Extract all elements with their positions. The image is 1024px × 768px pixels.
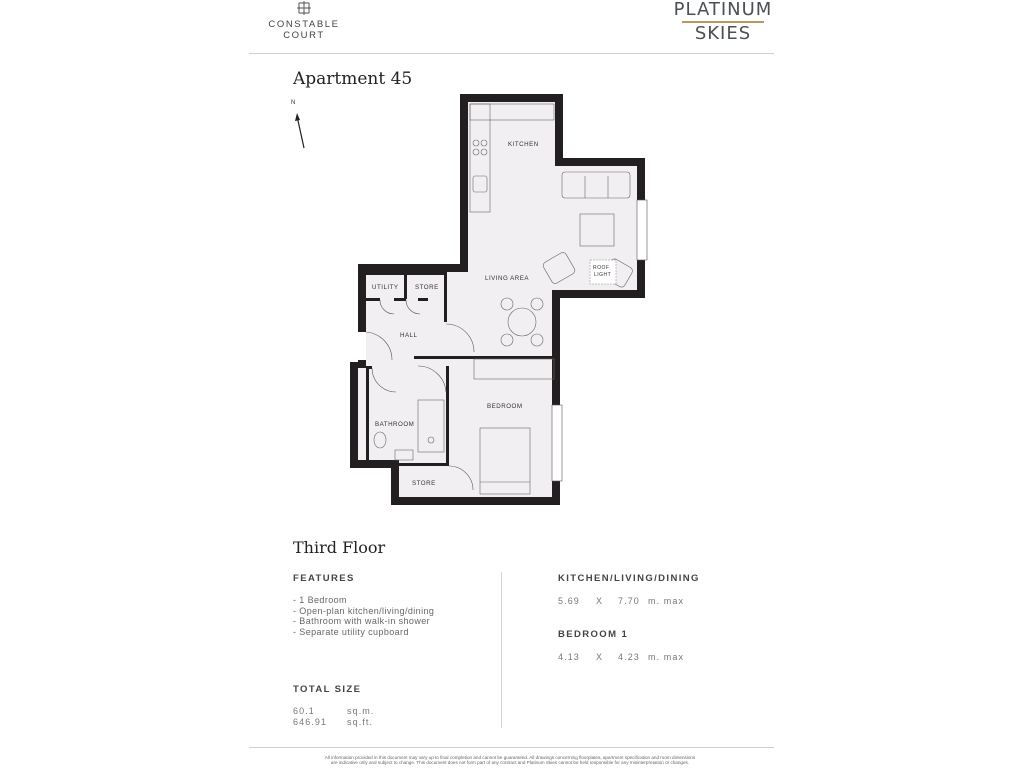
room-label-utility: UTILITY [372,284,399,291]
size-sqm-value: 60.1 [293,706,315,716]
disclaimer-line-2: are indicative only and subject to change. This document does not form part of any contract and Platinum Skies cannot be held responsible for any misinterpretation or changes. [330,760,690,766]
development-logo [249,0,359,41]
north-label: N [291,100,296,106]
apartment-title: Apartment 45 [293,69,413,89]
floor-title: Third Floor [293,538,386,557]
feature-item: - Separate utility cupboard [293,626,409,637]
feature-item: - Bathroom with walk-in shower [293,616,431,626]
dimension-x-bedroom: X [596,652,604,662]
room-label-store-2: STORE [412,480,436,487]
bedroom-window [552,405,562,481]
room-label-bedroom: BEDROOM [487,403,523,410]
entrance-opening [350,332,366,360]
room-label-hall: HALL [400,332,418,339]
dimension-width-living: 5.69 [558,596,580,606]
dimension-width-bedroom: 4.13 [558,652,580,662]
feature-item: - Open-plan kitchen/living/dining [293,605,435,616]
dimension-length-living: 7.70 [618,596,640,606]
dimension-heading-bedroom: BEDROOM 1 [558,629,629,640]
features-list [293,595,493,637]
developer-logo [668,0,778,44]
roof-light-label-2: LIGHT [594,272,612,278]
dimension-length-bedroom: 4.23 [618,652,640,662]
disclaimer-line-1: All information provided in this document may vary up to final completion and cannot be guaranteed. All drawings concerning floorplates, apartment specification and room dimensions [324,755,696,760]
size-sqft-unit: sq.ft. [347,717,374,727]
features-heading: FEATURES [293,573,355,584]
north-arrow-icon [288,100,312,152]
roof-light-label-1: ROOF [593,265,610,271]
size-sqft-value: 646.91 [293,717,328,727]
dimension-heading-living: KITCHEN/LIVING/DINING [558,573,700,584]
room-label-bathroom: BATHROOM [375,421,415,428]
dimension-unit-living: m. max [648,596,685,606]
size-sqm-unit: sq.m. [347,706,375,716]
feature-item: - 1 Bedroom [293,595,347,605]
living-window [637,200,647,260]
room-label-living: LIVING AREA [485,275,530,282]
footer-disclaimer [300,755,720,766]
north-arrow [288,100,312,152]
footer-divider [249,747,774,748]
column-divider [501,572,502,728]
room-label-kitchen: KITCHEN [508,141,539,148]
total-size-heading: TOTAL SIZE [293,684,362,695]
dimension-unit-bedroom: m. max [648,652,685,662]
developer-name-line2: SKIES [694,23,752,44]
floor-plan [340,90,660,515]
header-divider [249,53,774,54]
development-name: CONSTABLE COURT [268,19,340,41]
crest-icon [296,0,312,16]
developer-name-line1: PLATINUM [673,0,773,20]
room-label-store: STORE [415,284,439,291]
dimension-x-living: X [596,596,604,606]
